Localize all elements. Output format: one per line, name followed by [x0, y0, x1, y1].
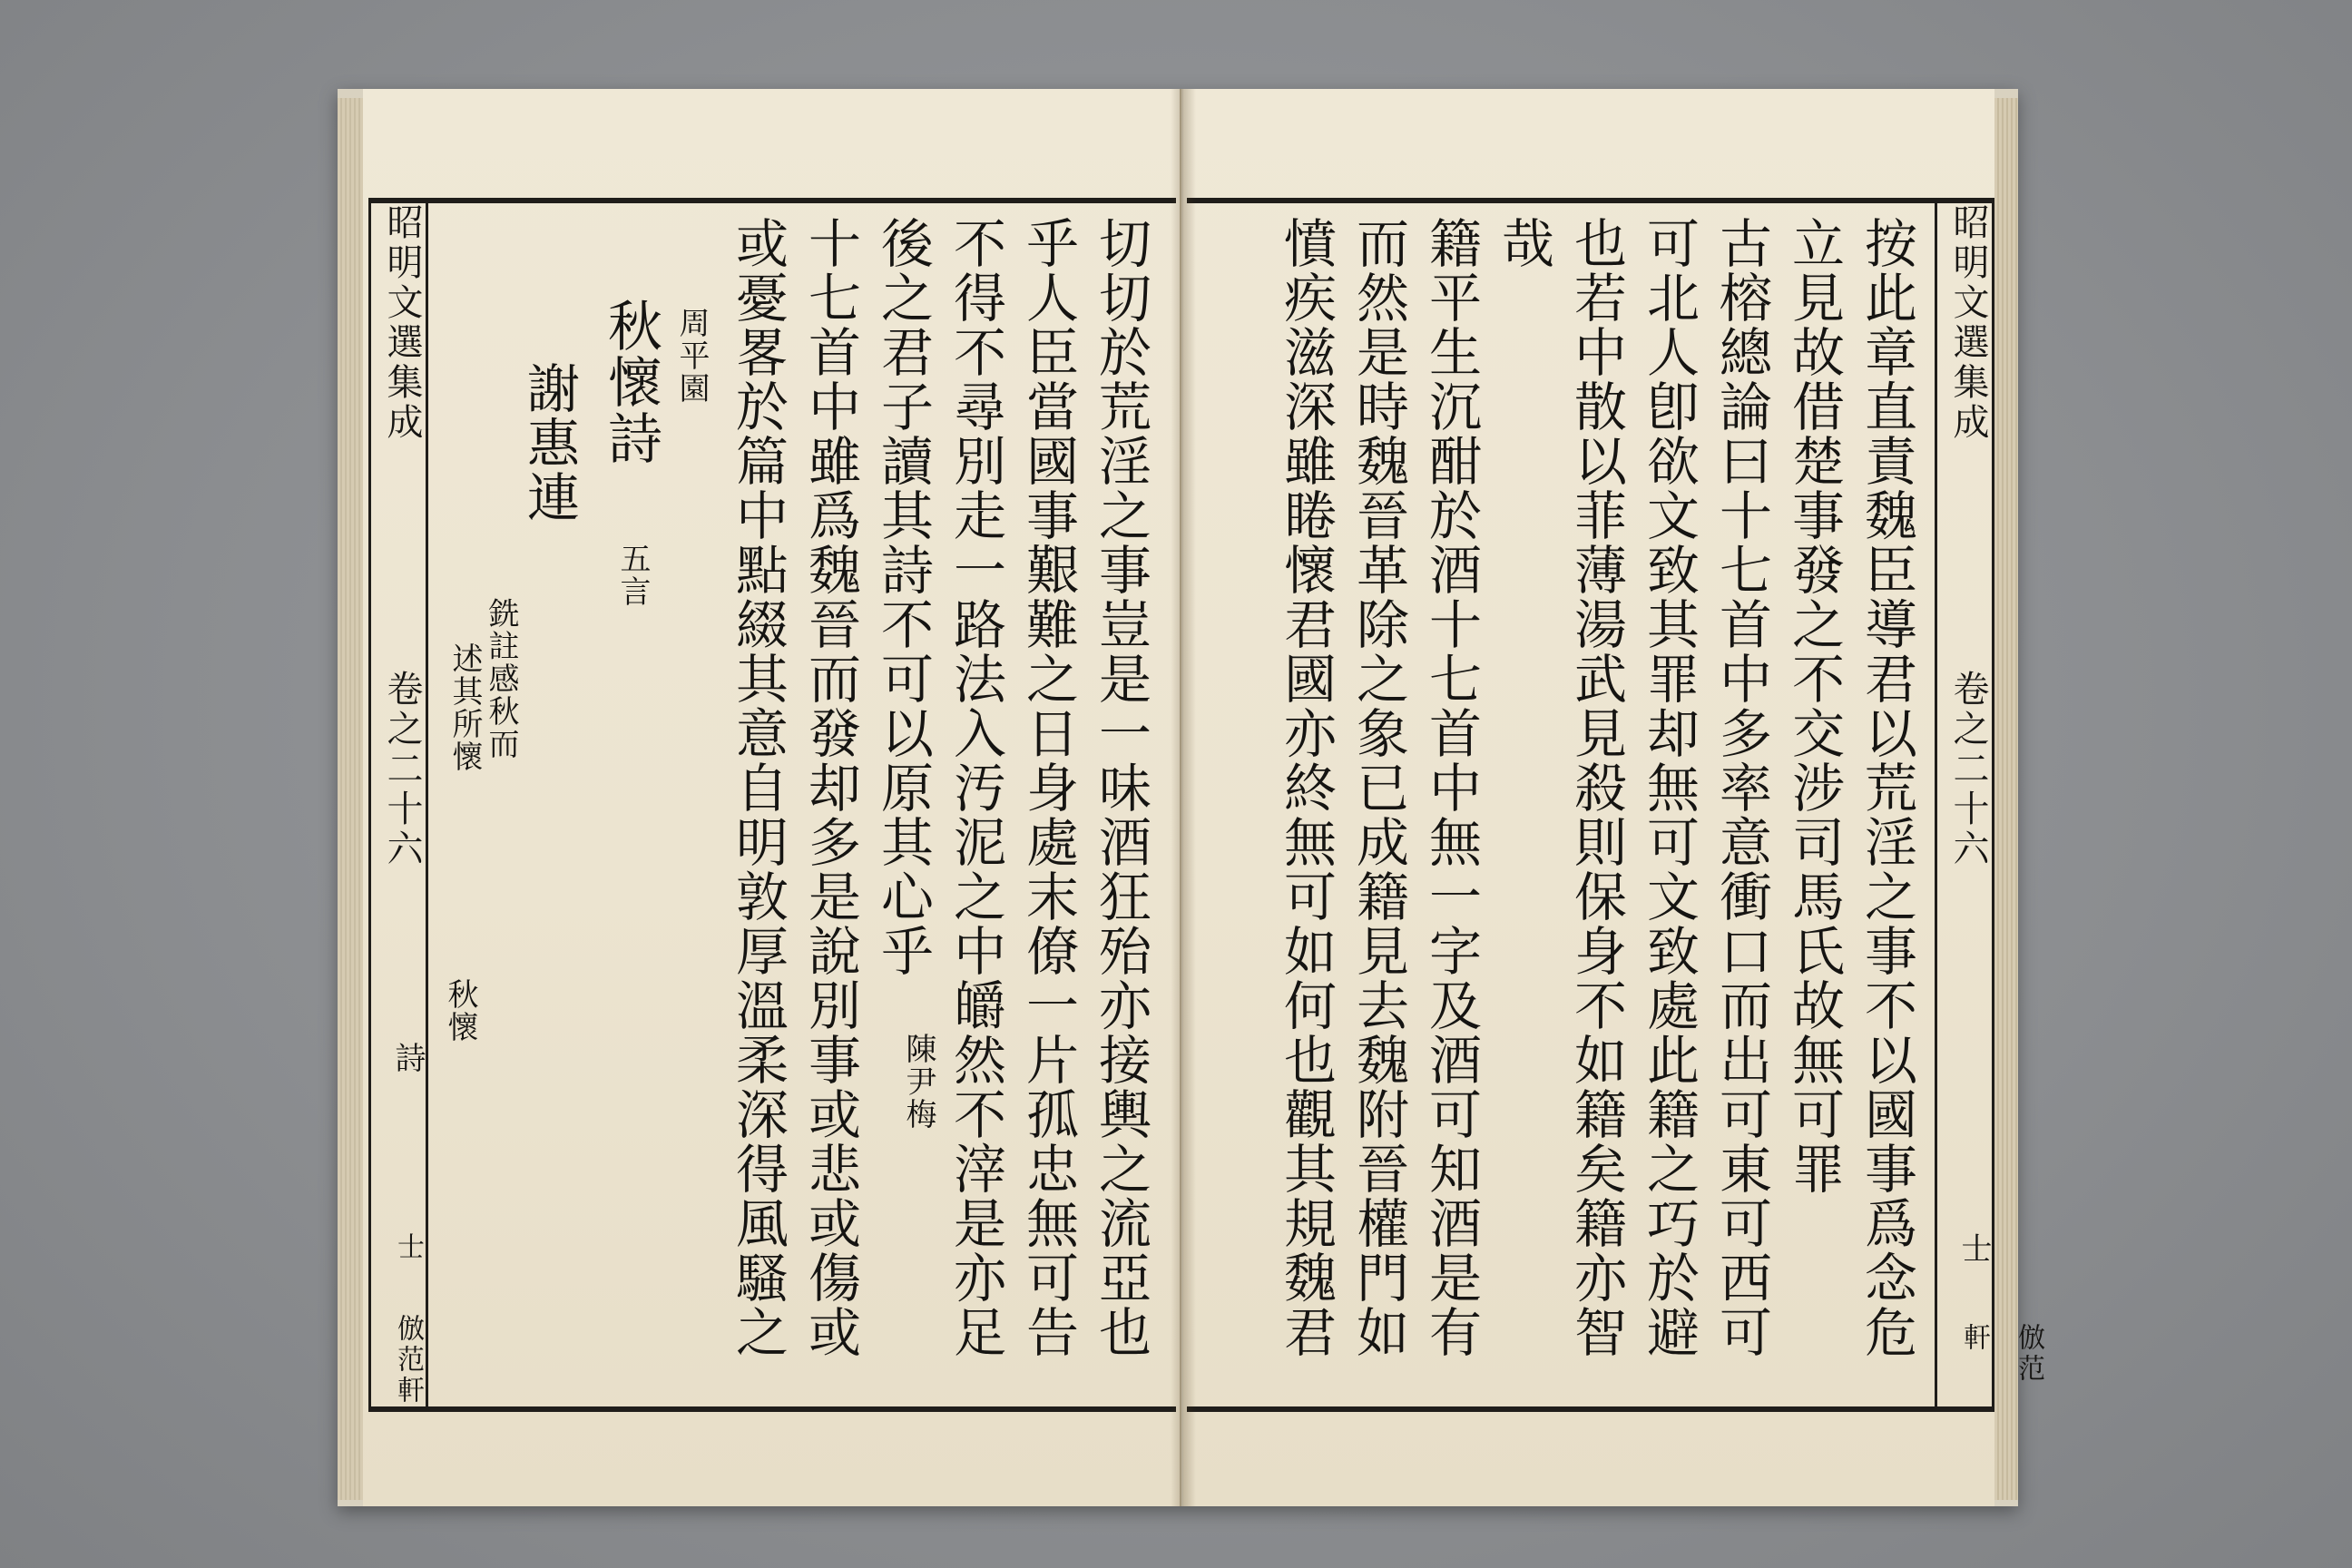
right-text-col-5: 也若中散以菲薄湯武見殺則保身不如籍矣籍亦智: [1565, 216, 1627, 1359]
left-text-col-3: 不得不尋別走一路法入汚泥之中皭然不滓是亦足: [945, 216, 1006, 1359]
banxin-publisher: 倣范軒: [392, 1314, 424, 1406]
right-text-col-1: 按此章直責魏臣導君以荒淫之事不以國事爲念危: [1856, 216, 1917, 1359]
right-text-col-9: 憤疾滋深雖睠懷君國亦終無可如何也觀其規魏君: [1275, 216, 1337, 1359]
frame-top-rule: [368, 198, 1176, 203]
right-text-col-2: 立見故借楚事發之不交涉司馬氏故無可罪: [1783, 216, 1845, 1196]
banxin-volume: 卷之二十六: [1947, 670, 1989, 869]
book-gutter: [1171, 89, 1196, 1506]
attribution-chen: 陳尹梅: [900, 1033, 936, 1131]
left-text-col-1: 切切於荒淫之事豈是一味酒狂殆亦接輿之流亞也: [1090, 216, 1152, 1359]
banxin-title: 昭明文選集成: [1947, 203, 1989, 443]
left-text-col-4: 後之君子讀其詩不可以原其心乎: [872, 216, 934, 978]
poem-title: 秋懷詩: [599, 298, 662, 466]
banxin-folio: 士: [1955, 1232, 1992, 1267]
left-page: [363, 89, 1181, 1506]
right-page: [1183, 89, 2044, 1506]
right-text-col-7: 籍平生沉酣於酒十七首中無一字及酒可知酒是有: [1420, 216, 1482, 1359]
banxin-volume: 卷之二十六: [381, 670, 423, 869]
left-banxin: [368, 198, 428, 1412]
note-line-1: 銑註感秋而: [483, 597, 519, 760]
right-text-col-3: 古榕總論曰十七首中多率意衝口而出可東可西可: [1710, 216, 1772, 1359]
frame-top-rule: [1187, 198, 1994, 203]
open-book: [338, 89, 2044, 1506]
right-banxin: [1935, 198, 2044, 1412]
right-text-col-8: 而然是時魏晉革除之象已成籍見去魏附晉權門如: [1348, 216, 1409, 1359]
note-line-2: 述其所懷: [446, 642, 483, 773]
page-edges-left: [338, 98, 363, 1500]
page-edges-right: [1994, 98, 2018, 1500]
frame-bottom-rule: [368, 1406, 1176, 1412]
left-text-col-6: 或憂畧於篇中點綴其意自明敦厚溫柔深得風騷之: [727, 216, 789, 1359]
left-text-col-2: 乎人臣當國事艱難之日身處末僚一片孤忠無可告: [1017, 216, 1079, 1359]
attribution-zhou: 周平園: [673, 307, 710, 405]
banxin-title: 昭明文選集成: [381, 203, 423, 443]
right-text-col-4: 可北人卽欲文致其罪却無可文致處此籍之巧於避: [1638, 216, 1700, 1359]
poem-form: 五言: [614, 543, 651, 608]
poet-name: 謝惠連: [518, 361, 580, 524]
frame-bottom-rule: [1187, 1406, 1994, 1412]
banxin-publisher: 倣范軒: [1958, 1323, 2044, 1385]
banxin-folio: 士: [392, 1232, 424, 1263]
right-text-col-6: 哉: [1493, 216, 1554, 270]
left-text-col-5: 十七首中雖爲魏晉而發却多是說別事或悲或傷或: [799, 216, 861, 1359]
banxin-subject: 秋懷: [442, 978, 478, 1044]
banxin-section: 詩: [389, 1042, 426, 1076]
